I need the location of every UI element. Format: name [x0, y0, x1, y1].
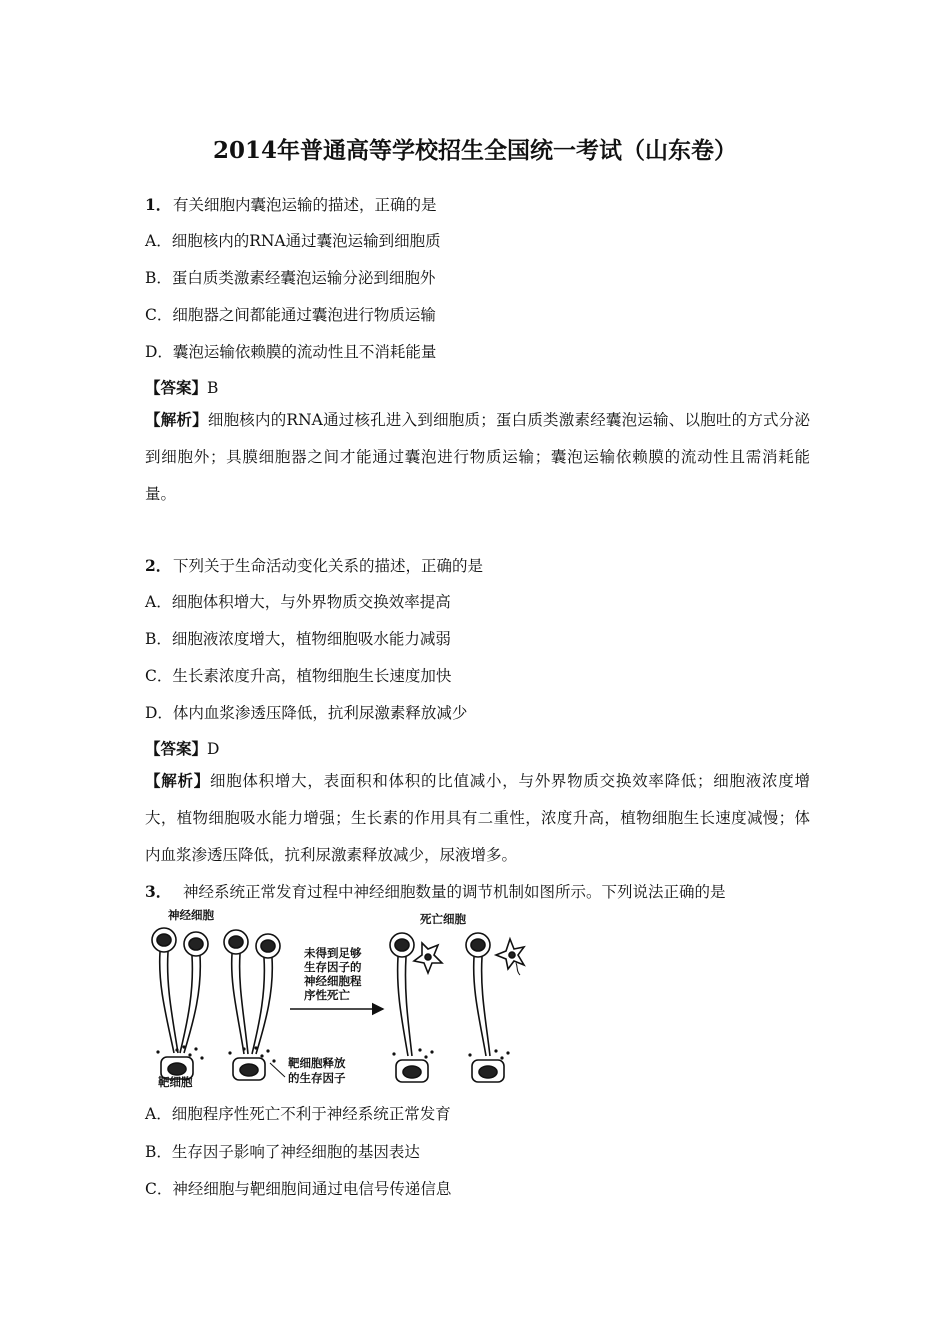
- stem-text: 有关细胞内囊泡运输的描述，正确的是: [173, 196, 437, 214]
- q2-option-a: A．细胞体积增大，与外界物质交换效率提高: [145, 593, 451, 611]
- label-factor-line-1: 靶细胞释放: [288, 1056, 346, 1070]
- arrow-label-line-2: 生存因子的: [304, 960, 362, 974]
- q1-option-c: C．细胞器之间都能通过囊泡进行物质运输: [145, 306, 436, 324]
- label-neuron: 神经细胞: [168, 908, 214, 922]
- answer-value: B: [207, 379, 219, 397]
- neuron-cell: [152, 928, 178, 1053]
- analysis-text: 细胞体积增大，表面积和体积的比值减小，与外界物质交换效率降低；细胞液浓度增大，植物细胞吸水能力增强；生长素的作用具有二重性，浓度升高，植物细胞生长速度减慢；体内血浆渗透压降低，抗利尿激素释放减少，尿液增多。: [145, 772, 810, 864]
- analysis-text: 细胞核内的RNA通过核孔进入到细胞质；蛋白质类激素经囊泡运输、以胞吐的方式分泌到细胞外；具膜细胞器之间才能通过囊泡进行物质运输；囊泡运输依赖膜的流动性且需消耗能量。: [145, 411, 810, 503]
- target-cell: [396, 1060, 428, 1082]
- question-number: 2．: [145, 556, 172, 575]
- stem-text: 神经系统正常发育过程中神经细胞数量的调节机制如图所示。下列说法正确的是: [183, 883, 726, 901]
- arrow-label-line-3: 神经细胞程: [304, 974, 362, 988]
- neuron-cell: [252, 934, 280, 1054]
- page-title: 2014年普通高等学校招生全国统一考试（山东卷）: [212, 137, 737, 164]
- question-number: 1．: [145, 195, 172, 214]
- q2-option-c: C．生长素浓度升高，植物细胞生长速度加快: [145, 667, 452, 685]
- label-dead-cell: 死亡细胞: [420, 912, 466, 926]
- neuron-cell: [180, 932, 208, 1053]
- survival-factor-dots: [392, 1048, 509, 1059]
- q2-answer: [145, 737, 219, 759]
- neuron-cell: [224, 930, 248, 1054]
- question-number: 3．: [145, 882, 172, 901]
- q1-option-b: B．蛋白质类激素经囊泡运输分泌到细胞外: [145, 269, 436, 287]
- q2-option-d: D．体内血浆渗透压降低，抗利尿激素释放减少: [145, 704, 468, 722]
- label-factor-line-2: 的生存因子: [288, 1071, 346, 1085]
- analysis-tag: 【解析】: [145, 410, 208, 429]
- question-1-stem: [145, 193, 437, 215]
- target-cell: [233, 1058, 265, 1080]
- dead-cell: [496, 939, 524, 975]
- answer-tag: 【答案】: [145, 378, 208, 397]
- dead-cell: [414, 943, 442, 973]
- label-target-cell: 靶细胞: [158, 1075, 193, 1089]
- answer-tag: 【答案】: [145, 739, 208, 758]
- q3-option-b: B．生存因子影响了神经细胞的基因表达: [145, 1143, 420, 1161]
- target-cell: [472, 1060, 504, 1082]
- q3-option-a: A．细胞程序性死亡不利于神经系统正常发育: [145, 1105, 451, 1123]
- q3-option-c: C．神经细胞与靶细胞间通过电信号传递信息: [145, 1180, 452, 1198]
- q2-option-b: B．细胞液浓度增大，植物细胞吸水能力减弱: [145, 630, 451, 648]
- question-3-stem: [145, 880, 726, 902]
- arrow-label-line-1: 未得到足够: [304, 946, 362, 960]
- answer-value: D: [207, 740, 220, 758]
- stem-text: 下列关于生命活动变化关系的描述，正确的是: [173, 557, 484, 575]
- arrow-label-line-4: 序性死亡: [304, 988, 350, 1002]
- neuron-cell: [390, 933, 414, 1056]
- q1-answer: [145, 376, 218, 398]
- q2-analysis: [145, 762, 810, 874]
- q1-option-a: A．细胞核内的RNA通过囊泡运输到细胞质: [145, 232, 441, 250]
- q1-option-d: D．囊泡运输依赖膜的流动性且不消耗能量: [145, 343, 437, 361]
- neuron-survival-diagram: [150, 905, 540, 1091]
- neuron-cell: [466, 933, 490, 1056]
- q1-analysis: [145, 401, 810, 513]
- analysis-tag: 【解析】: [145, 771, 210, 790]
- question-2-stem: [145, 554, 483, 576]
